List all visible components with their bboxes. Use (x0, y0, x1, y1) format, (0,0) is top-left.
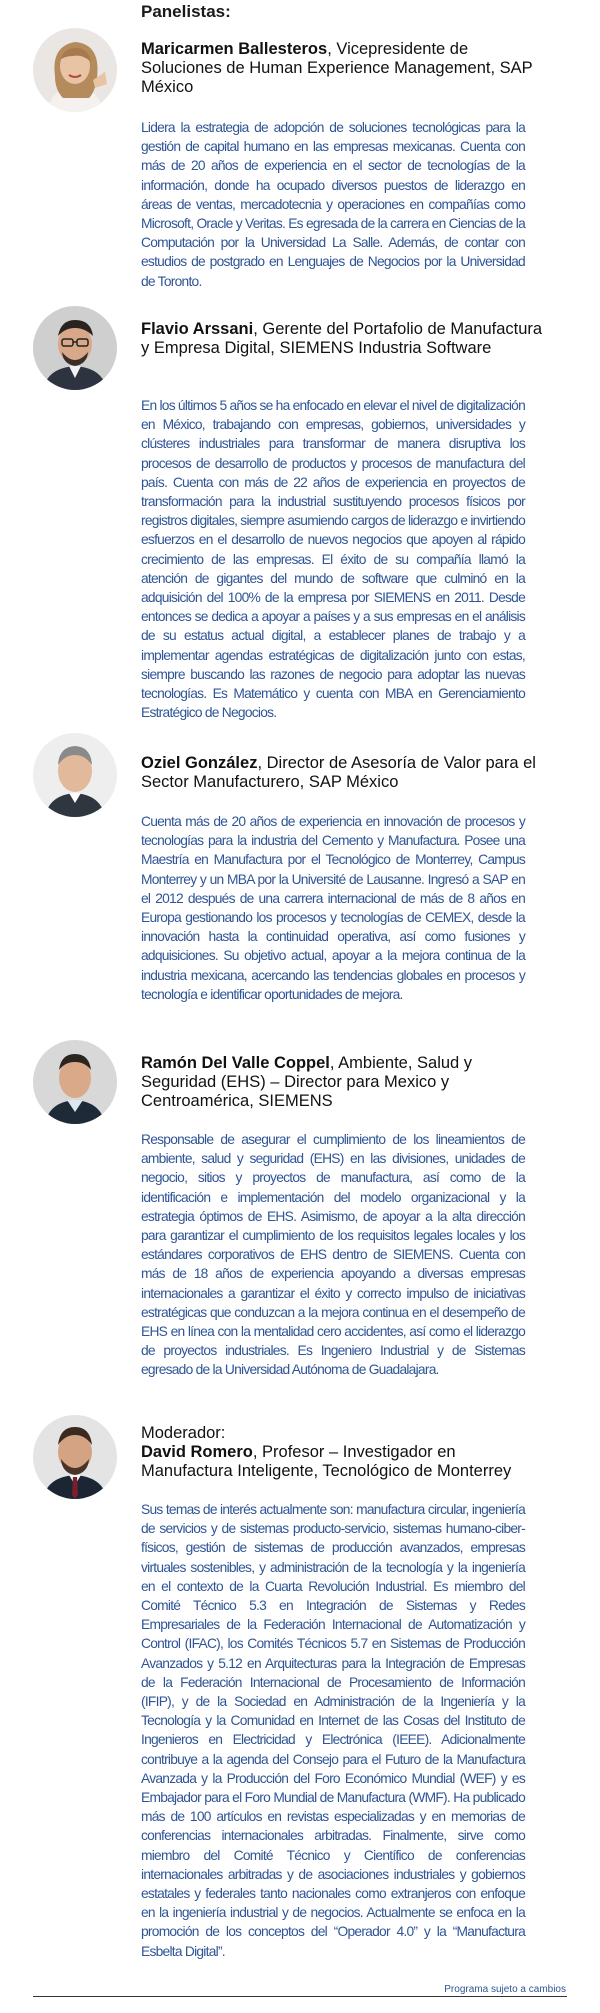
avatar (33, 733, 117, 817)
avatar (33, 1415, 117, 1499)
panelist-title: , Director de Asesoría de Valor para el Sector Manufacturero, SAP México (141, 754, 536, 791)
panelist-bio: Lidera la estrategia de adopción de soluciones tecnológicas para la gestión de capital humano en las empresas mexicanas. Cuenta con más de 20 años de experiencia en el sector de tecnologías de la información, donde ha ocupado diversos puestos de liderazgo en áreas de ventas, mercadotecnia y operaciones en compañías como Microsoft, Oracle y Veritas. Es egresada de la carrera en Ciencias de la Computación por la Universidad La Salle. Además, de contar con estudios de postgrado en Lenguajes de Negocios por la Universidad de Toronto. (141, 120, 525, 289)
program-subject-to-change-note: Programa sujeto a cambios (444, 1984, 566, 1995)
panelist-name-block (141, 1054, 546, 1111)
panelist-name: Flavio Arssani (141, 320, 254, 338)
panelist-bio: En los últimos 5 años se ha enfocado en elevar el nivel de digitalización en México, trabajando con empresas, gobiernos, universidades y clústeres industriales para transformar de manera disruptiva los procesos de desarrollo de productos y procesos de manufactura del país. Cuenta con más de 22 años de experiencia en proyectos de transformación para la industrial sustituyendo procesos físicos por registros digitales, siempre asumiendo cargos de liderazgo e invirtiendo esfuerzos en el desarrollo de nuevos negocios que apoyen al rápido crecimiento de las empresas. El éxito de su compañía llamó la atención de gigantes del mundo de software que culminó en la adquisición del 100% de la empresa por SIEMENS en 2011. Desde entonces se dedica a apoyar a países y a sus empresas en el análisis de su estatus actual digital, a establecer planes de trabajo y a implementar agendas estratégicas de digitalización junto con estas, siempre buscando las razones de negocio para adoptar las nuevas tecnologías. Es Matemático y cuenta con MBA en Gerenciamiento Estratégico de Negocios. (141, 398, 525, 721)
panelist-name: David Romero (141, 1443, 253, 1461)
panelist-name: Maricarmen Ballesteros (141, 40, 328, 58)
panelist-name-block (141, 40, 546, 97)
panelist-bio: Responsable de asegurar el cumplimiento de los lineamientos de ambiente, salud y seguridad (EHS) en las divisiones, unidades de negocio, sitios y proyectos de manufactura, así como de la identificación e implementación del modelo organizacional y la estrategia óptimos de EHS. Asimismo, de apoyar a la alta dirección para garantizar el cumplimiento de los requisitos legales locales y los estándares corporativos de EHS dentro de SIEMENS. Cuenta con más de 18 años de experiencia apoyando a diversas empresas internacionales a garantizar el éxito y correcto impulso de iniciativas estratégicas que conduzcan a la mejora continua en el desempeño de EHS en línea con la mentalidad cero accidentes, así como el liderazgo de proyectos industriales. Es Ingeniero Industrial y de Sistemas egresado de la Universidad Autónoma de Guadalajara. (141, 1132, 525, 1378)
moderator-role-label: Moderador: (141, 1424, 226, 1442)
panelist-name-block (141, 754, 546, 792)
avatar (33, 28, 117, 112)
panelist-title: , Gerente del Portafolio de Manufactura y Empresa Digital, SIEMENS Industria Software (141, 320, 543, 357)
panelist-name-block (141, 320, 546, 358)
panelist-bio: Sus temas de interés actualmente son: manufactura circular, ingeniería de servicios y de sistemas producto-servicio, sistemas humano-ciber-físicos, gestión de sistemas de producción avanzados, empresas virtuales sostenibles, y administración de la tecnología y la ingeniería en el contexto de la Cuarta Revolución Industrial. Es miembro del Comité Técnico 5.3 en Integración de Sistemas y Redes Empresariales de la Federación Internacional de Automatización y Control (IFAC), los Comités Técnicos 5.7 en Sistemas de Producción Avanzados y 5.12 en Arquitecturas para la Integración de Empresas de la Federación Internacional de Procesamiento de Información (IFIP), y de la Sociedad en Administración de la Ingeniería y la Tecnología y la Comunidad en Internet de las Cosas del Instituto de Ingenieros en Electricidad y Electrónica (IEEE). Adicionalmente contribuye a la agenda del Consejo para el Futuro de la Manufactura Avanzada y la Producción del Foro Económico Mundial (WEF) y es Embajador para el Foro Mundial de Manufactura (WMF). Ha publicado más de 100 artículos en revistas especializadas y en memorias de conferencias internacionales arbitradas. Finalmente, sirve como miembro del Comité Técnico y Científico de conferencias internacionales arbitradas y de asociaciones industriales y gobiernos estatales y federales tanto nacionales como extranjeros con enfoque en la ingeniería industrial y de negocios. Actualmente se enfoca en la promoción de los conceptos del “Operador 4.0” y la “Manufactura Esbelta Digital”. (141, 1502, 525, 1959)
avatar (33, 306, 117, 390)
panelist-name: Oziel González (141, 754, 258, 772)
avatar (33, 1040, 117, 1124)
moderator-name-block (141, 1424, 546, 1481)
section-heading: Panelistas: (141, 2, 231, 21)
panelist-title: , Vicepresidente de Soluciones de Human Experience Management, SAP México (141, 40, 533, 96)
panelist-bio: Cuenta más de 20 años de experiencia en innovación de procesos y tecnologías para la industria del Cemento y Manufactura. Posee una Maestría en Manufactura por el Tecnológico de Monterrey, Campus Monterrey y un MBA por la Université de Lausanne. Ingresó a SAP en el 2012 después de una carrera internacional de más de 8 años en Europa gestionando los procesos y tecnologías de CEMEX, desde la innovación hasta la continuidad operativa, así como fusiones y adquisiciones. Su objetivo actual, apoyar a la mejora continua de la industria mexicana, acercando las tendencias globales en procesos y tecnología e identificar oportunidades de mejora. (141, 814, 525, 1002)
footer-divider (33, 1996, 567, 1997)
panelist-title: , Profesor – Investigador en Manufactura Inteligente, Tecnológico de Monterrey (141, 1443, 512, 1480)
panelist-title: , Ambiente, Salud y Seguridad (EHS) – Director para Mexico y Centroamérica, SIEMENS (141, 1054, 473, 1110)
panelist-name: Ramón Del Valle Coppel (141, 1054, 330, 1072)
